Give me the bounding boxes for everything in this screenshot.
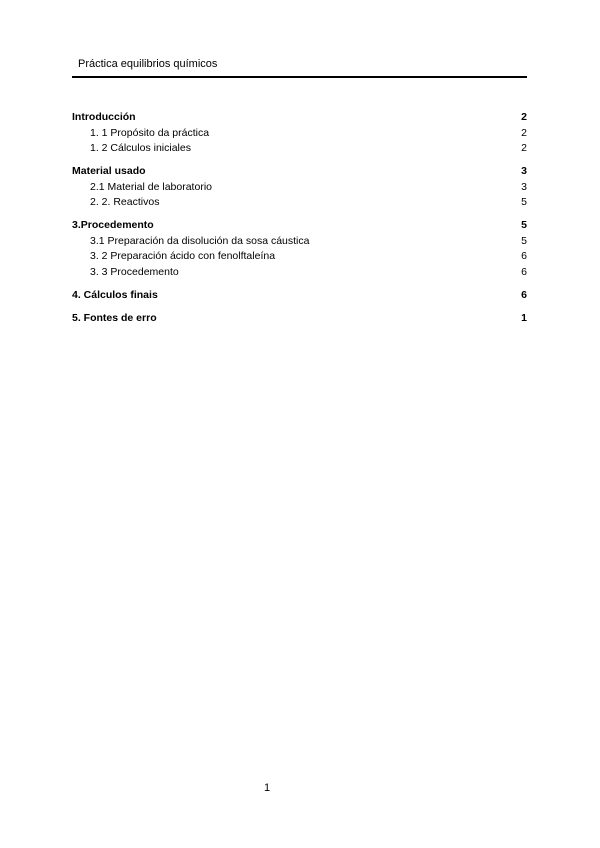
toc-section-procedemento <box>72 218 527 280</box>
toc-gap <box>72 211 527 219</box>
toc-subentry-page: 2 <box>521 126 527 139</box>
toc-section-material-usado <box>72 164 527 211</box>
toc-subentry-title: 3. 2 Preparación ácido con fenolftaleína <box>90 250 276 262</box>
toc-subentry[interactable] <box>72 141 527 157</box>
toc-subentry[interactable] <box>72 195 527 211</box>
toc-entry-title: 4. Cálculos finais <box>72 288 158 301</box>
toc-entry[interactable] <box>72 110 527 126</box>
toc-subentry-page: 6 <box>521 250 527 262</box>
toc-entry[interactable] <box>72 311 527 327</box>
toc-entry-page: 1 <box>521 311 527 324</box>
toc-subentry-page: 6 <box>521 265 527 278</box>
toc-subentry-page: 5 <box>521 234 527 247</box>
toc-entry-title: 3.Procedemento <box>72 219 154 231</box>
toc-entry-title: Material usado <box>72 165 146 177</box>
toc-section-fontes-de-erro <box>72 311 527 327</box>
toc-subentry-title: 1. 1 Propósito da práctica <box>90 126 210 139</box>
header-divider <box>72 76 527 78</box>
toc-subentry-title: 1. 2 Cálculos iniciales <box>90 142 191 154</box>
toc-gap <box>72 303 527 311</box>
toc-section-calculos-finais <box>72 288 527 304</box>
page-number: 1 <box>263 782 271 794</box>
toc-entry-title: 5. Fontes de erro <box>72 311 157 324</box>
toc-entry[interactable] <box>72 218 527 234</box>
toc-entry-page: 5 <box>521 219 527 231</box>
toc-entry-page: 2 <box>521 111 527 123</box>
toc-entry-page: 3 <box>521 165 527 177</box>
toc-entry[interactable] <box>72 288 527 304</box>
table-of-contents <box>72 110 527 326</box>
toc-subentry-page: 3 <box>521 180 527 193</box>
toc-subentry[interactable] <box>72 265 527 281</box>
toc-section-introduccion <box>72 110 527 157</box>
toc-subentry-title: 3.1 Preparación da disolución da sosa cáustica <box>90 234 310 247</box>
toc-subentry-page: 2 <box>521 142 527 154</box>
running-header-title: Práctica equilibrios químicos <box>78 58 218 70</box>
toc-entry-title: Introducción <box>72 111 136 123</box>
toc-entry[interactable] <box>72 164 527 180</box>
toc-subentry-title: 3. 3 Procedemento <box>90 265 179 278</box>
toc-subentry[interactable] <box>72 126 527 142</box>
toc-subentry-page: 5 <box>521 196 527 208</box>
toc-subentry-title: 2.1 Material de laboratorio <box>90 180 212 193</box>
toc-subentry-title: 2. 2. Reactivos <box>90 196 160 208</box>
toc-entry-page: 6 <box>521 288 527 301</box>
toc-subentry[interactable] <box>72 249 527 265</box>
toc-gap <box>72 157 527 165</box>
toc-gap <box>72 280 527 288</box>
toc-subentry[interactable] <box>72 180 527 196</box>
toc-subentry[interactable] <box>72 234 527 250</box>
